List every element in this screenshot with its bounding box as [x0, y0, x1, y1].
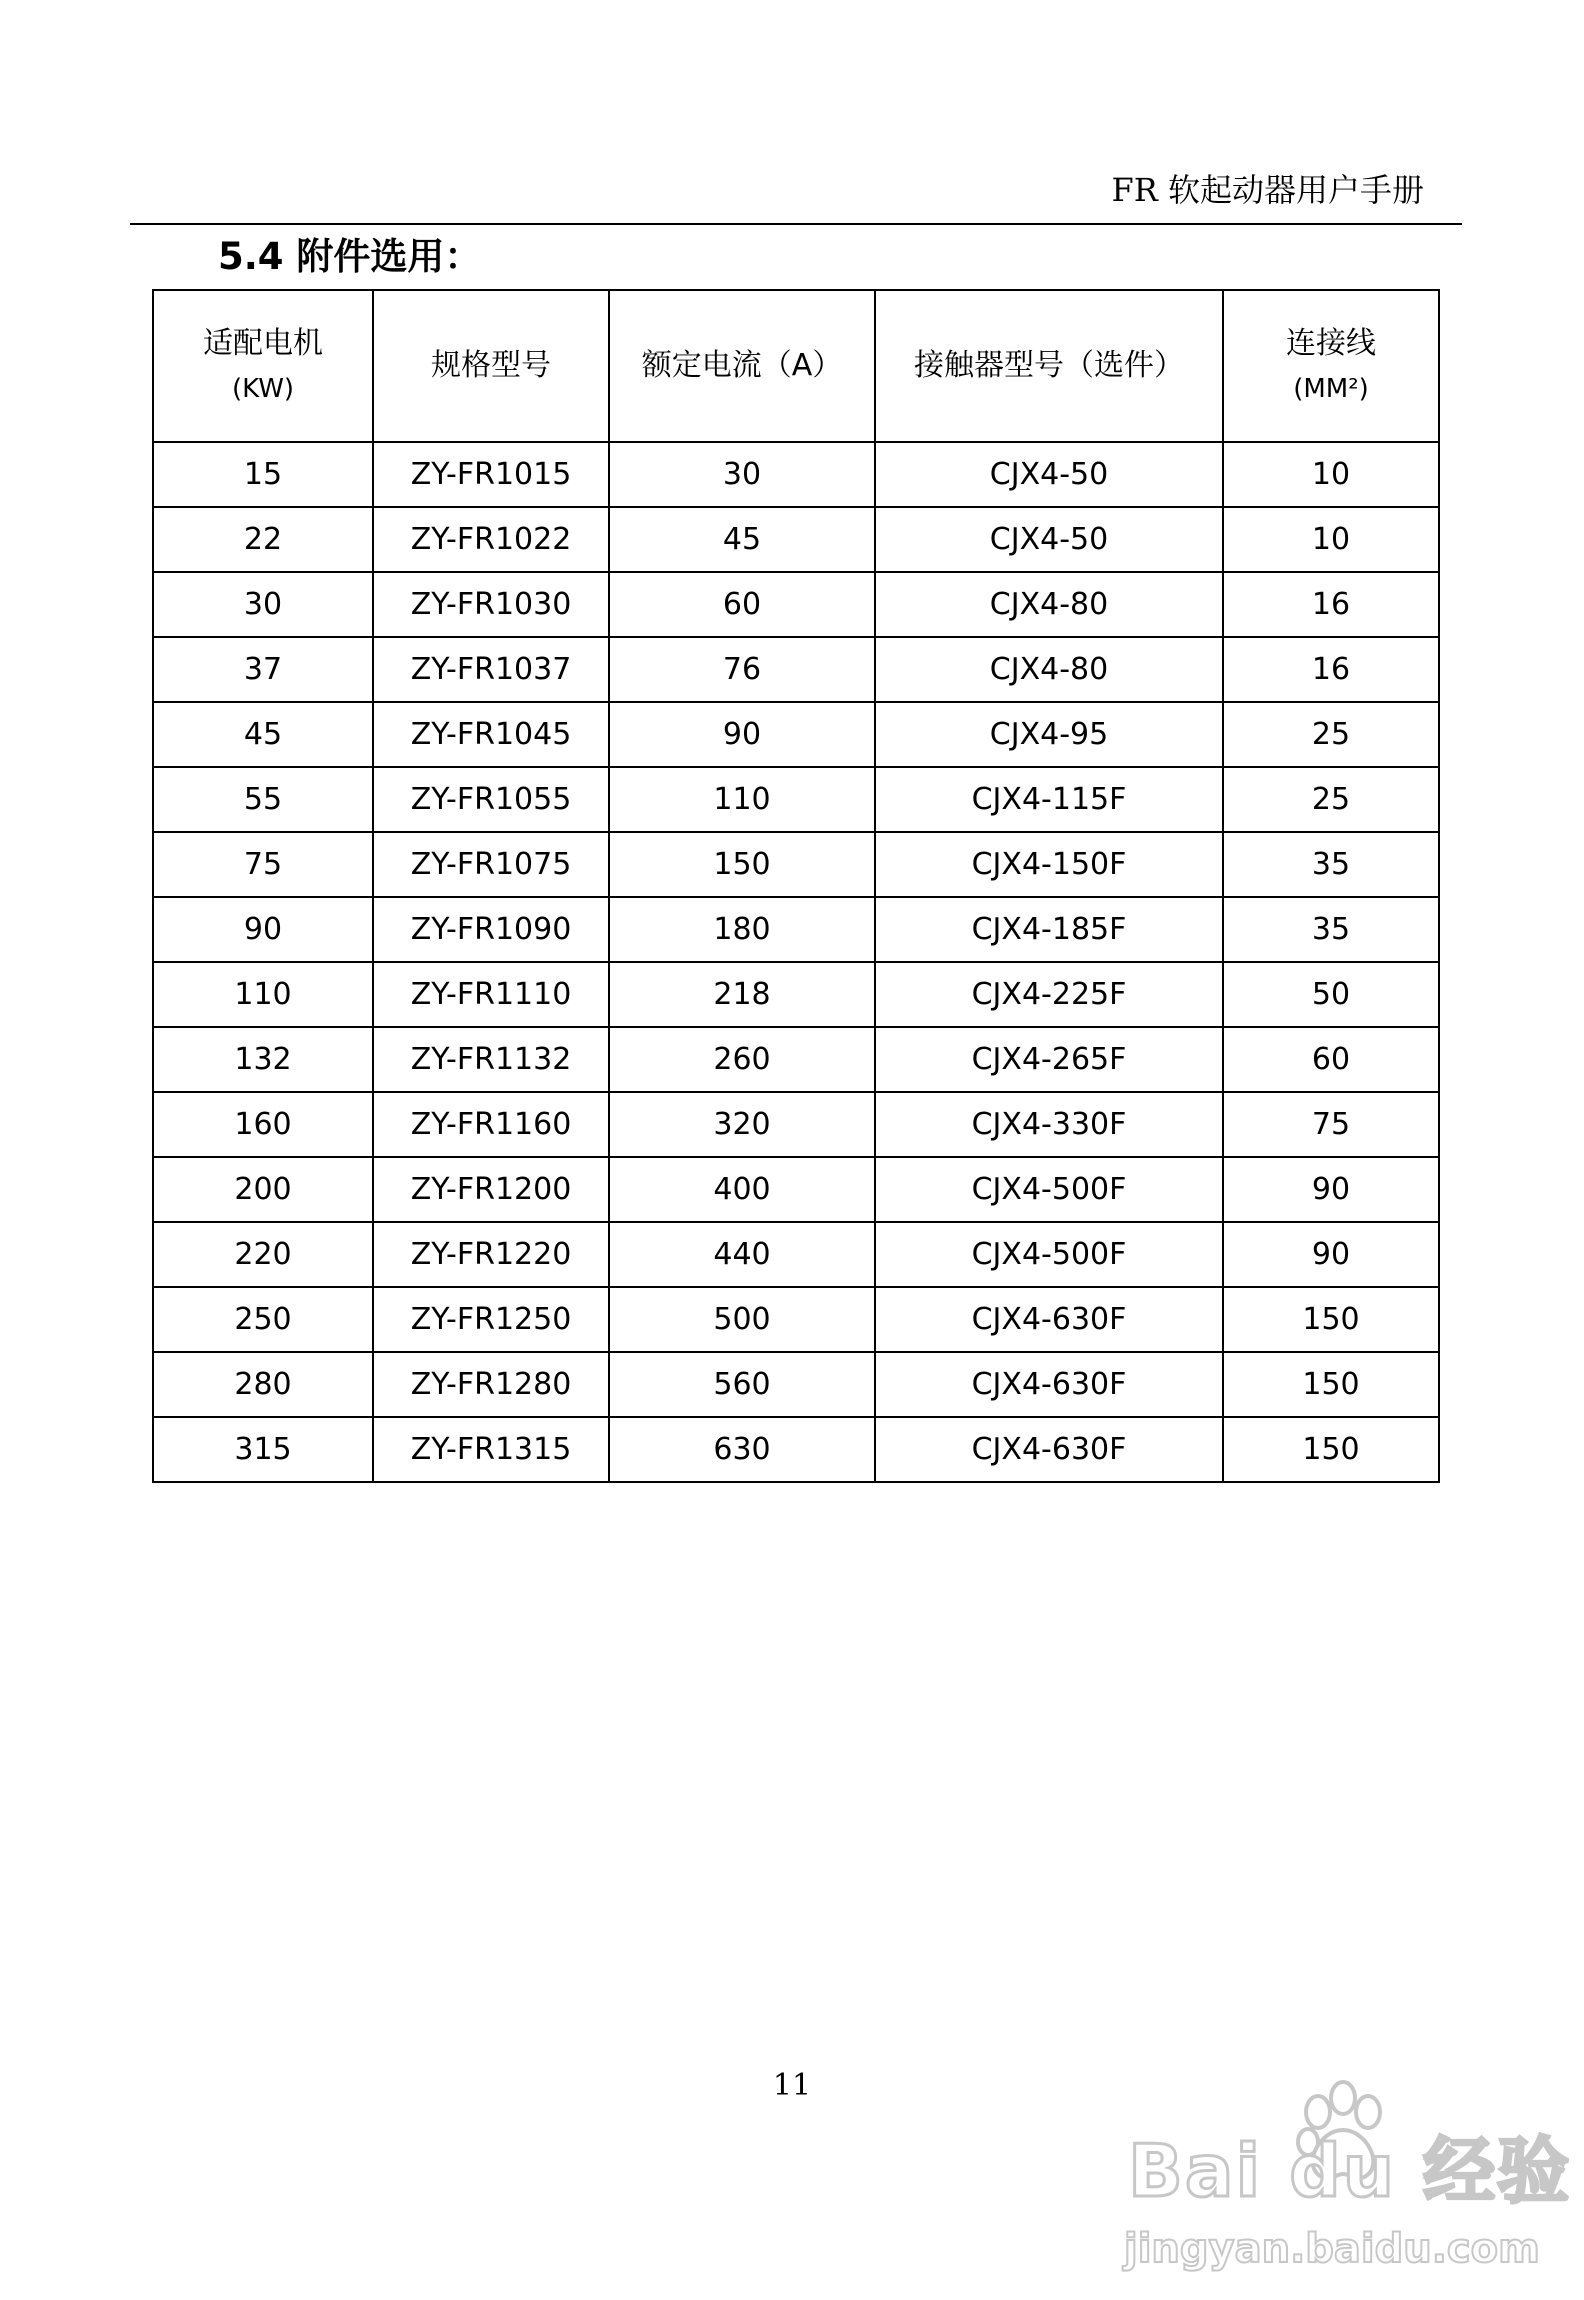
column-header-contactor-model	[875, 290, 1223, 442]
cell-contactor-model: CJX4-50	[875, 507, 1223, 572]
cell-cable: 90	[1223, 1157, 1439, 1222]
cell-cable: 25	[1223, 702, 1439, 767]
cell-cable: 150	[1223, 1287, 1439, 1352]
cell-model: ZY-FR1015	[373, 442, 609, 507]
column-header-cable	[1223, 290, 1439, 442]
cell-contactor-model: CJX4-265F	[875, 1027, 1223, 1092]
cell-motor-power: 37	[153, 637, 373, 702]
cell-rated-current: 150	[609, 832, 875, 897]
cell-rated-current: 90	[609, 702, 875, 767]
cell-model: ZY-FR1200	[373, 1157, 609, 1222]
section-heading: 5.4 附件选用：	[218, 235, 482, 278]
cell-contactor-model: CJX4-80	[875, 637, 1223, 702]
cell-model: ZY-FR1110	[373, 962, 609, 1027]
column-header-label: 连接线	[1286, 326, 1376, 361]
cell-motor-power: 55	[153, 767, 373, 832]
cell-rated-current: 260	[609, 1027, 875, 1092]
cell-model: ZY-FR1090	[373, 897, 609, 962]
column-header-label: 适配电机	[203, 326, 323, 361]
table-row	[153, 767, 1439, 832]
cell-model: ZY-FR1075	[373, 832, 609, 897]
table-row	[153, 832, 1439, 897]
cell-model: ZY-FR1250	[373, 1287, 609, 1352]
page-number: 11	[772, 2068, 812, 2103]
cell-model: ZY-FR1045	[373, 702, 609, 767]
cell-motor-power: 315	[153, 1417, 373, 1482]
column-header-label: 接触器型号（选件）	[914, 348, 1184, 383]
cell-rated-current: 560	[609, 1352, 875, 1417]
table-row	[153, 442, 1439, 507]
cell-contactor-model: CJX4-80	[875, 572, 1223, 637]
cell-cable: 150	[1223, 1417, 1439, 1482]
cell-model: ZY-FR1037	[373, 637, 609, 702]
cell-contactor-model: CJX4-630F	[875, 1417, 1223, 1482]
column-header-model	[373, 290, 609, 442]
cell-rated-current: 45	[609, 507, 875, 572]
cell-model: ZY-FR1132	[373, 1027, 609, 1092]
cell-rated-current: 76	[609, 637, 875, 702]
cell-motor-power: 22	[153, 507, 373, 572]
column-header-unit: (KW)	[231, 374, 295, 404]
cell-model: ZY-FR1055	[373, 767, 609, 832]
cell-cable: 25	[1223, 767, 1439, 832]
column-header-label: 规格型号	[431, 348, 551, 383]
cell-motor-power: 30	[153, 572, 373, 637]
cell-contactor-model: CJX4-95	[875, 702, 1223, 767]
header-divider	[130, 223, 1462, 225]
cell-rated-current: 30	[609, 442, 875, 507]
table-row	[153, 507, 1439, 572]
cell-rated-current: 400	[609, 1157, 875, 1222]
baidu-jingyan-watermark	[1118, 2078, 1572, 2278]
table-row	[153, 1287, 1439, 1352]
cell-rated-current: 60	[609, 572, 875, 637]
cell-motor-power: 200	[153, 1157, 373, 1222]
cell-contactor-model: CJX4-115F	[875, 767, 1223, 832]
cell-rated-current: 500	[609, 1287, 875, 1352]
table-row	[153, 897, 1439, 962]
cell-contactor-model: CJX4-150F	[875, 832, 1223, 897]
cell-model: ZY-FR1220	[373, 1222, 609, 1287]
cell-model: ZY-FR1022	[373, 507, 609, 572]
cell-cable: 50	[1223, 962, 1439, 1027]
cell-motor-power: 132	[153, 1027, 373, 1092]
table-row	[153, 572, 1439, 637]
accessory-selection-table	[152, 289, 1440, 1483]
cell-contactor-model: CJX4-185F	[875, 897, 1223, 962]
cell-model: ZY-FR1030	[373, 572, 609, 637]
cell-cable: 35	[1223, 832, 1439, 897]
cell-contactor-model: CJX4-630F	[875, 1352, 1223, 1417]
cell-rated-current: 630	[609, 1417, 875, 1482]
cell-rated-current: 320	[609, 1092, 875, 1157]
table-row	[153, 1352, 1439, 1417]
table-body	[153, 442, 1439, 1482]
cell-contactor-model: CJX4-630F	[875, 1287, 1223, 1352]
cell-model: ZY-FR1160	[373, 1092, 609, 1157]
cell-motor-power: 250	[153, 1287, 373, 1352]
cell-cable: 16	[1223, 637, 1439, 702]
cell-motor-power: 280	[153, 1352, 373, 1417]
table-row	[153, 962, 1439, 1027]
cell-rated-current: 180	[609, 897, 875, 962]
cell-motor-power: 75	[153, 832, 373, 897]
cell-rated-current: 218	[609, 962, 875, 1027]
cell-contactor-model: CJX4-330F	[875, 1092, 1223, 1157]
cell-model: ZY-FR1280	[373, 1352, 609, 1417]
cell-motor-power: 45	[153, 702, 373, 767]
cell-contactor-model: CJX4-225F	[875, 962, 1223, 1027]
cell-rated-current: 110	[609, 767, 875, 832]
cell-motor-power: 160	[153, 1092, 373, 1157]
cell-cable: 75	[1223, 1092, 1439, 1157]
cell-contactor-model: CJX4-500F	[875, 1157, 1223, 1222]
cell-contactor-model: CJX4-50	[875, 442, 1223, 507]
table-row	[153, 1157, 1439, 1222]
table-header-row	[153, 290, 1439, 442]
cell-cable: 10	[1223, 507, 1439, 572]
table-row	[153, 1417, 1439, 1482]
table-row	[153, 1092, 1439, 1157]
table-row	[153, 702, 1439, 767]
cell-model: ZY-FR1315	[373, 1417, 609, 1482]
cell-rated-current: 440	[609, 1222, 875, 1287]
cell-cable: 60	[1223, 1027, 1439, 1092]
watermark-url: jingyan.baidu.com	[1124, 2226, 1540, 2272]
cell-motor-power: 220	[153, 1222, 373, 1287]
table-row	[153, 637, 1439, 702]
cell-cable: 16	[1223, 572, 1439, 637]
column-header-label: 额定电流（A）	[641, 348, 843, 383]
watermark-brand: Bai du 经验	[1128, 2129, 1572, 2213]
cell-cable: 150	[1223, 1352, 1439, 1417]
column-header-motor-power	[153, 290, 373, 442]
cell-motor-power: 110	[153, 962, 373, 1027]
cell-cable: 10	[1223, 442, 1439, 507]
column-header-unit: (MM²)	[1293, 374, 1369, 404]
table-row	[153, 1222, 1439, 1287]
manual-title: FR 软起动器用户手册	[1111, 171, 1424, 209]
cell-contactor-model: CJX4-500F	[875, 1222, 1223, 1287]
column-header-rated-current	[609, 290, 875, 442]
cell-cable: 35	[1223, 897, 1439, 962]
cell-motor-power: 15	[153, 442, 373, 507]
table-row	[153, 1027, 1439, 1092]
cell-motor-power: 90	[153, 897, 373, 962]
cell-cable: 90	[1223, 1222, 1439, 1287]
